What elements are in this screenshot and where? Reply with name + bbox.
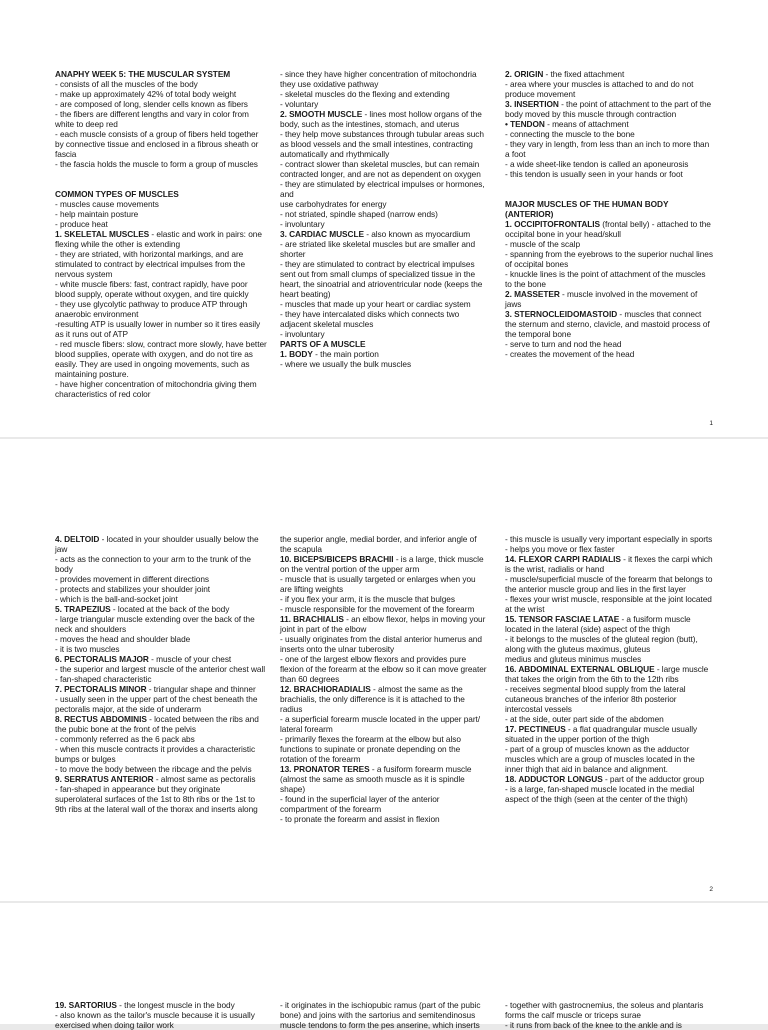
masseter-entry (505, 289, 713, 309)
entry-title: 14. FLEXOR CARPI RADIALIS (505, 554, 621, 564)
page-2-column-3 (505, 534, 713, 804)
list-item: - protects and stabilizes your shoulder joint (55, 584, 211, 594)
list-item: - a superficial forearm muscle located in the upper part/ lateral forearm (280, 714, 481, 734)
entry-title: 3. CARDIAC MUSCLE (280, 229, 364, 239)
page-1-column-3 (505, 69, 713, 359)
entry-title: 3. INSERTION (505, 99, 559, 109)
entry-title: 5. TRAPEZIUS (55, 604, 111, 614)
serratus-anterior-entry (55, 774, 268, 784)
list-item: - where we usually the bulk muscles (280, 359, 412, 369)
list-item: - consists of all the muscles of the body (55, 79, 198, 89)
entry-desc: - located in your shoulder usually below the jaw (55, 534, 259, 554)
entry-desc: - part of the adductor group (602, 774, 705, 784)
entry-desc: - almost the same as the brachialis, the only difference is it is attached to the radius (280, 684, 465, 714)
page-number: 1 (709, 420, 713, 427)
list-item: - primarily flexes the forearm at the elbow but also functions to supinate or pronate depending on the rotation of the forearm (280, 734, 461, 764)
entry-title: 13. PRONATOR TERES (280, 764, 370, 774)
list-item: - they are striated, with horizontal markings, and are stimulated to contract by electrical impulses from the nervous system (55, 249, 246, 279)
list-item: - it runs from back of the knee to the ankle and is (505, 1020, 682, 1030)
entry-desc: - the longest muscle in the body (116, 1000, 235, 1010)
list-item: - skeletal muscles do the flexing and extending (280, 89, 450, 99)
list-item: - muscles cause movements (55, 199, 159, 209)
entry-title: 11. BRACHIALIS (280, 614, 344, 624)
page-number: 2 (709, 886, 713, 893)
section-heading: PARTS OF A MUSCLE (280, 339, 366, 349)
list-item: - which is the ball-and-socket joint (55, 594, 178, 604)
sternocleidomastoid-entry (505, 309, 713, 339)
entry-desc: - a fusiform muscle located in the lateral (side) aspect of the thigh (505, 614, 691, 634)
entry-title: 12. BRACHIORADIALIS (280, 684, 371, 694)
list-item: - fan-shaped in appearance but they originate superolateral surfaces of the 1st to 8th ribs or the 1st to 9th ribs at the lateral wall of the thorax and inserts along (55, 784, 258, 814)
list-item: - to move the body between the ribcage and the pelvis (55, 764, 252, 774)
list-item: - involuntary (280, 219, 325, 229)
list-item: - muscle that is usually targeted or enlarges when you are lifting weights (280, 574, 476, 594)
list-item: - have higher concentration of mitochondria giving them characteristics of red color (55, 379, 257, 399)
list-item: - since they have higher concentration of mitochondria they use oxidative pathway (280, 69, 477, 89)
entry-desc: - located between the ribs and the pubic bone at the front of the pelvis (55, 714, 259, 734)
list-item: - provides movement in different directions (55, 574, 210, 584)
entry-title: 10. BICEPS/BICEPS BRACHII (280, 554, 394, 564)
entry-title: 17. PECTINEUS (505, 724, 566, 734)
list-item: - area where your muscles is attached to and do not produce movement (505, 79, 694, 99)
list-item: - when this muscle contracts it provides a characteristic bumps or bulges (55, 744, 256, 764)
page-1-column-2 (280, 69, 488, 369)
entry-desc: - muscle of your chest (148, 654, 232, 664)
entry-title: 1. BODY (280, 349, 313, 359)
list-item: - receives segmental blood supply from the lateral cutaneous branches of the inferior 8th posterior intercostal vessels (505, 684, 686, 714)
page-2-column-1 (55, 534, 268, 814)
list-item: - flexes your wrist muscle, responsible at the joint located at the wrist (505, 594, 712, 614)
list-item: - moves the head and shoulder blade (55, 634, 191, 644)
list-item: - they are stimulated to contract by electrical impulses sent out from small clumps of specialized tissue in the heart, the sinoatrial and atrioventricular node (keeps the heart beating) (280, 259, 483, 299)
entry-title: 15. TENSOR FASCIAE LATAE (505, 614, 620, 624)
page-3-column-2 (280, 1000, 488, 1030)
list-item: - commonly referred as the 6 pack abs (55, 734, 195, 744)
entry-desc: - it flexes the carpi which is the wrist, radialis or hand (505, 554, 713, 574)
insertion-entry (505, 99, 713, 119)
entry-desc: - lines most hollow organs of the body, such as the intestines, stomach, and uterus (280, 109, 482, 129)
list-item: - muscle of the scalp (505, 239, 581, 249)
list-item: - are striated like skeletal muscles but are smaller and shorter (280, 239, 476, 259)
entry-desc: - the fixed attachment (543, 69, 625, 79)
list-item: - at the side, outer part side of the abdomen (505, 714, 664, 724)
occipitofrontalis-entry (505, 219, 713, 239)
brachialis-entry (280, 614, 488, 634)
list-item: - the fibers are different lengths and vary in color from white to deep red (55, 109, 249, 129)
list-item: - part of a group of muscles known as the adductor muscles which are a group of muscles located in the inner thigh that aid in balance and alignment. (505, 744, 695, 774)
entry-title: 8. RECTUS ABDOMINIS (55, 714, 147, 724)
entry-desc: - muscle involved in the movement of jaws (505, 289, 698, 309)
list-item: - serve to turn and nod the head (505, 339, 622, 349)
list-item: - usually originates from the distal anterior humerus and inserts onto the ulnar tuberosity (280, 634, 482, 654)
pronator-teres-entry (280, 764, 488, 794)
list-item: - to pronate the forearm and assist in flexion (280, 814, 440, 824)
list-item: - is a large, fan-shaped muscle located in the medial aspect of the thigh (seen at the center of the thigh) (505, 784, 695, 804)
list-item: - the superior and largest muscle of the anterior chest wall (55, 664, 266, 674)
entry-title: 4. DELTOID (55, 534, 100, 544)
list-item: - spanning from the eyebrows to the superior nuchal lines of occipital bones (505, 249, 713, 269)
smooth-muscle-entry (280, 109, 488, 129)
intro-list (55, 79, 268, 169)
list-item: - muscle/superficial muscle of the forearm that belongs to the anterior muscle group and lies in the first layer (505, 574, 713, 594)
list-item: - it is two muscles (55, 644, 120, 654)
entry-title: 2. MASSETER (505, 289, 560, 299)
list-item: - fan-shaped characteristic (55, 674, 152, 684)
list-item: - one of the largest elbow flexors and provides pure flexion of the forearm at the elbow so it can move greater than 60 degrees (280, 654, 487, 684)
tendon-entry (505, 119, 713, 129)
entry-desc: - almost same as pectoralis (153, 774, 256, 784)
page-1 (0, 0, 768, 437)
section-heading: COMMON TYPES OF MUSCLES (55, 189, 179, 199)
list-item: - it belongs to the muscles of the gluteal region (butt), along with the gluteus maximus, gluteus (505, 634, 698, 654)
entry-desc: - the main portion (312, 349, 379, 359)
list-item: - also known as the tailor's muscle because it is usually exercised when doing tailor work (55, 1010, 255, 1030)
list-item: - together with gastrocnemius, the soleus and plantaris forms the calf muscle or triceps surae (505, 1000, 704, 1020)
rectus-abdominis-entry (55, 714, 268, 734)
document-title: ANAPHY WEEK 5: THE MUSCULAR SYSTEM (55, 69, 231, 79)
page-3-column-3 (505, 1000, 713, 1030)
pectoralis-minor-entry (55, 684, 268, 694)
flexor-carpi-radialis-entry (505, 554, 713, 574)
list-item: - if you flex your arm, it is the muscle that bulges (280, 594, 455, 604)
page-1-column-1 (55, 69, 268, 399)
body-entry (280, 349, 488, 359)
page-2-column-2 (280, 534, 488, 824)
list-item: - muscle responsible for the movement of the forearm (280, 604, 475, 614)
list-item: - large triangular muscle extending over the back of the neck and shoulders (55, 614, 255, 634)
list-item: the superior angle, medial border, and inferior angle of the scapula (280, 534, 477, 554)
entry-title: 7. PECTORALIS MINOR (55, 684, 147, 694)
entry-title: 9. SERRATUS ANTERIOR (55, 774, 154, 784)
list-item: - white muscle fibers: fast, contract rapidly, have poor blood supply, operate without oxygen, and tire quickly (55, 279, 249, 299)
sartorius-entry (55, 1000, 268, 1010)
list-item: - acts as the connection to your arm to the trunk of the body (55, 554, 251, 574)
page-2 (0, 439, 768, 901)
entry-desc: - muscles that connect the sternum and sterno, clavicle, and mastoid process of the temporal bone (505, 309, 710, 339)
entry-desc: - means of attachment (544, 119, 629, 129)
list-item: - creates the movement of the head (505, 349, 635, 359)
list-item: - helps you move or flex faster (505, 544, 615, 554)
origin-entry (505, 69, 713, 79)
list-item: - each muscle consists of a group of fibers held together by connective tissue and enclosed in a fibrous sheath or fascia (55, 129, 259, 159)
list-item: medius and gluteus minimus muscles (505, 654, 642, 664)
list-item: - help maintain posture (55, 209, 139, 219)
list-item: - connecting the muscle to the bone (505, 129, 635, 139)
entry-title: 2. ORIGIN (505, 69, 544, 79)
adductor-longus-entry (505, 774, 713, 784)
deltoid-entry (55, 534, 268, 554)
list-item: - they help move substances through tubular areas such as blood vessels and the small intestines, contracting automatically and rhythmically (280, 129, 484, 159)
pectineus-entry (505, 724, 713, 744)
entry-desc: - located at the back of the body (110, 604, 230, 614)
list-item: - red muscle fibers: slow, contract more slowly, have better blood supplies, operate with oxygen, and do not tire as easily. They are used in ongoing movements, such as maintaining posture. (55, 339, 267, 379)
list-item: - contract slower than skeletal muscles, but can remain contracted longer, and are not as dependent on oxygen (280, 159, 481, 179)
list-item: - produce heat (55, 219, 108, 229)
list-item: - it originates in the ischiopubic ramus (part of the pubic bone) and joins with the sartorius and semitendinosus muscle tendons to form the pes anserine, which inserts (280, 1000, 481, 1030)
list-item: - this muscle is usually very important especially in sports (505, 534, 713, 544)
list-item: - make up approximately 42% of total body weight (55, 89, 237, 99)
entry-title: 18. ADDUCTOR LONGUS (505, 774, 603, 784)
list-item: - are composed of long, slender cells known as fibers (55, 99, 248, 109)
cardiac-muscle-entry (280, 229, 488, 239)
list-item: - knuckle lines is the point of attachment of the muscles to the bone (505, 269, 706, 289)
list-item: - found in the superficial layer of the anterior compartment of the forearm (280, 794, 440, 814)
list-item: - they have intercalated disks which connects two adjacent skeletal muscles (280, 309, 460, 329)
entry-desc: - the point of attachment to the part of the body moved by this muscle through contraction (505, 99, 712, 119)
entry-title: 3. STERNOCLEIDOMASTOID (505, 309, 618, 319)
entry-desc: - is a large, thick muscle on the ventral portion of the upper arm (280, 554, 484, 574)
list-item: - they are stimulated by electrical impulses or hormones, and (280, 179, 485, 199)
list-item: - not striated, spindle shaped (narrow ends) (280, 209, 438, 219)
tensor-fasciae-latae-entry (505, 614, 713, 634)
entry-desc: (frontal belly) - attached to the occipital bone in your head/skull (505, 219, 711, 239)
pectoralis-major-entry (55, 654, 268, 664)
list-item: - they use glycolytic pathway to produce ATP through anaerobic environment (55, 299, 248, 319)
list-item: - voluntary (280, 99, 319, 109)
entry-desc: - large muscle that takes the origin from the 6th to the 12th ribs (505, 664, 709, 684)
entry-title: 2. SMOOTH MUSCLE (280, 109, 363, 119)
biceps-entry (280, 554, 488, 574)
list-item: - this tendon is usually seen in your hands or foot (505, 169, 683, 179)
page-3 (0, 903, 768, 1030)
section-heading: MAJOR MUSCLES OF THE HUMAN BODY (ANTERIOR) (505, 199, 669, 219)
list-item: - a wide sheet-like tendon is called an aponeurosis (505, 159, 689, 169)
trapezius-entry (55, 604, 268, 614)
list-item: - they vary in length, from less than an inch to more than a foot (505, 139, 710, 159)
entry-title: • TENDON (505, 119, 545, 129)
list-item: -resulting ATP is usually lower in number so it tires easily as it runs out of ATP (55, 319, 261, 339)
entry-desc: - a flat quadrangular muscle usually situated in the upper portion of the thigh (505, 724, 698, 744)
entry-desc: - an elbow flexor, helps in moving your joint in part of the elbow (280, 614, 486, 634)
entry-title: 16. ABDOMINAL EXTERNAL OBLIQUE (505, 664, 655, 674)
brachioradialis-entry (280, 684, 488, 714)
entry-desc: - also known as myocardium (363, 229, 471, 239)
list-item: - involuntary (280, 329, 325, 339)
skeletal-muscles-entry (55, 229, 268, 249)
abdominal-external-oblique-entry (505, 664, 713, 684)
entry-desc: - triangular shape and thinner (146, 684, 256, 694)
list-item: - muscles that made up your heart or cardiac system (280, 299, 471, 309)
entry-title: 6. PECTORALIS MAJOR (55, 654, 149, 664)
list-item: - usually seen in the upper part of the chest beneath the pectoralis major, at the side of underarm (55, 694, 258, 714)
entry-title: 1. OCCIPITOFRONTALIS (505, 219, 601, 229)
entry-title: 19. SARTORIUS (55, 1000, 117, 1010)
list-item: - the fascia holds the muscle to form a group of muscles (55, 159, 258, 169)
entry-desc: - elastic and work in pairs: one flexing while the other is extending (55, 229, 262, 249)
entry-desc: - a fusiform forearm muscle (almost the same as smooth muscle as it is spindle shape) (280, 764, 472, 794)
page-3-column-1 (55, 1000, 268, 1030)
entry-title: 1. SKELETAL MUSCLES (55, 229, 150, 239)
list-item: use carbohydrates for energy (280, 199, 387, 209)
